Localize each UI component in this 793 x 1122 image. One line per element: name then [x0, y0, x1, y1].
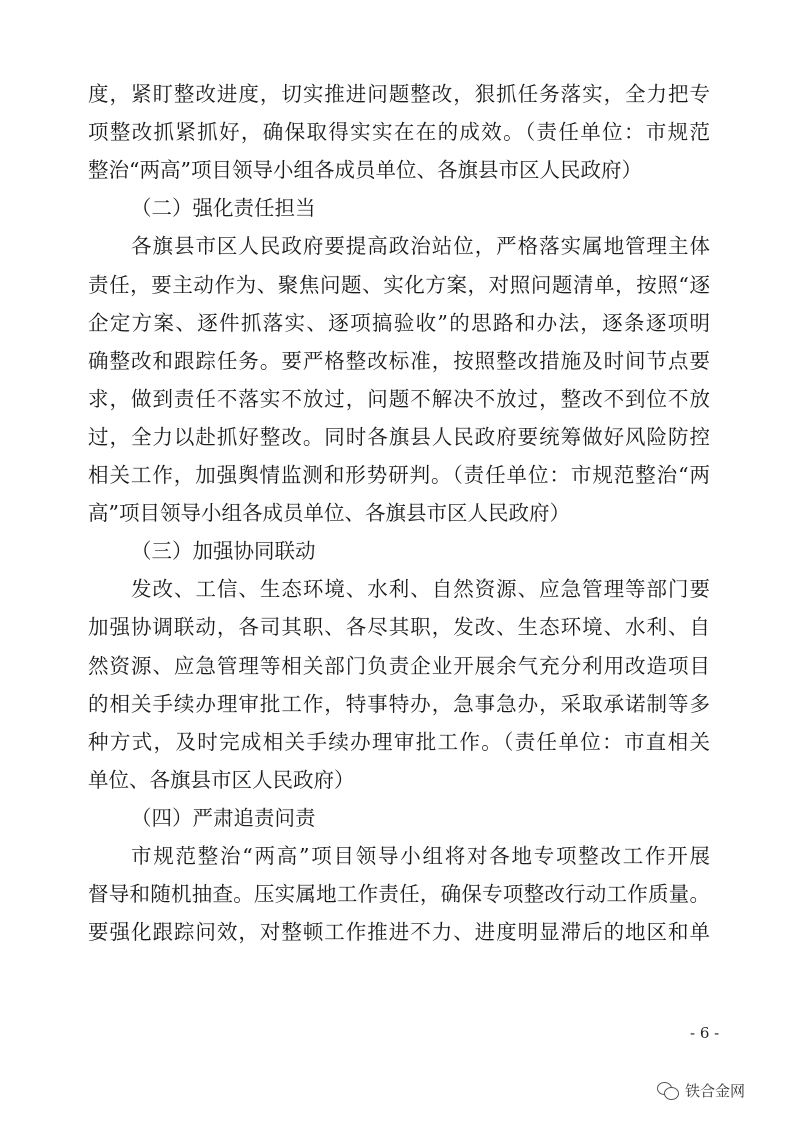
section-heading: （四）严肃追责问责	[131, 805, 316, 830]
body-line: 的相关手续办理审批工作，特事特办，急事急办，采取承诺制等多	[88, 691, 710, 716]
body-line: 项整改抓紧抓好，确保取得实实在在的成效。（责任单位：市规范	[88, 120, 710, 145]
body-line: 度，紧盯整改进度，切实推进问题整改，狠抓任务落实，全力把专	[88, 82, 710, 106]
body-line: 然资源、应急管理等相关部门负责企业开展余气充分利用改造项目	[88, 653, 710, 678]
body-line: 加强协调联动，各司其职、各尽其职，发改、生态环境、水利、自	[88, 615, 710, 640]
body-line: 单位、各旗县市区人民政府）	[88, 767, 355, 792]
body-line: 确整改和跟踪任务。要严格整改标准，按照整改措施及时间节点要	[88, 348, 710, 373]
body-line: 种方式，及时完成相关手续办理审批工作。（责任单位：市直相关	[88, 729, 710, 754]
body-line: 要强化跟踪问效，对整顿工作推进不力、进度明显滞后的地区和单	[88, 920, 710, 945]
watermark-text: 铁合金网	[685, 1082, 746, 1100]
body-line: 整治“两高”项目领导小组各成员单位、各旗县市区人民政府）	[88, 158, 642, 183]
body-line: 高”项目领导小组各成员单位、各旗县市区人民政府）	[88, 501, 570, 526]
page-number: - 6 -	[690, 1024, 720, 1042]
body-line: 过，全力以赴抓好整改。同时各旗县人民政府要统筹做好风险防控	[88, 424, 710, 449]
body-line: 各旗县市区人民政府要提高政治站位，严格落实属地管理主体	[131, 234, 710, 259]
watermark	[657, 1080, 745, 1101]
body-line: 督导和随机抽查。压实属地工作责任，确保专项整改行动工作质量。	[88, 882, 710, 907]
wechat-icon	[657, 1082, 679, 1100]
body-line: 企定方案、逐件抓落实、逐项搞验收”的思路和办法，逐条逐项明	[88, 310, 710, 335]
section-heading: （二）强化责任担当	[131, 196, 316, 221]
body-line: 求，做到责任不落实不放过，问题不解决不放过，整改不到位不放	[88, 386, 710, 411]
body-line: 相关工作，加强舆情监测和形势研判。（责任单位：市规范整治“两	[88, 463, 710, 487]
body-line: 发改、工信、生态环境、水利、自然资源、应急管理等部门要	[131, 577, 710, 602]
body-line: 责任，要主动作为、聚焦问题、实化方案，对照问题清单，按照“逐	[88, 272, 710, 297]
body-line: 市规范整治“两高”项目领导小组将对各地专项整改工作开展	[131, 844, 710, 868]
section-heading: （三）加强协同联动	[131, 539, 316, 564]
